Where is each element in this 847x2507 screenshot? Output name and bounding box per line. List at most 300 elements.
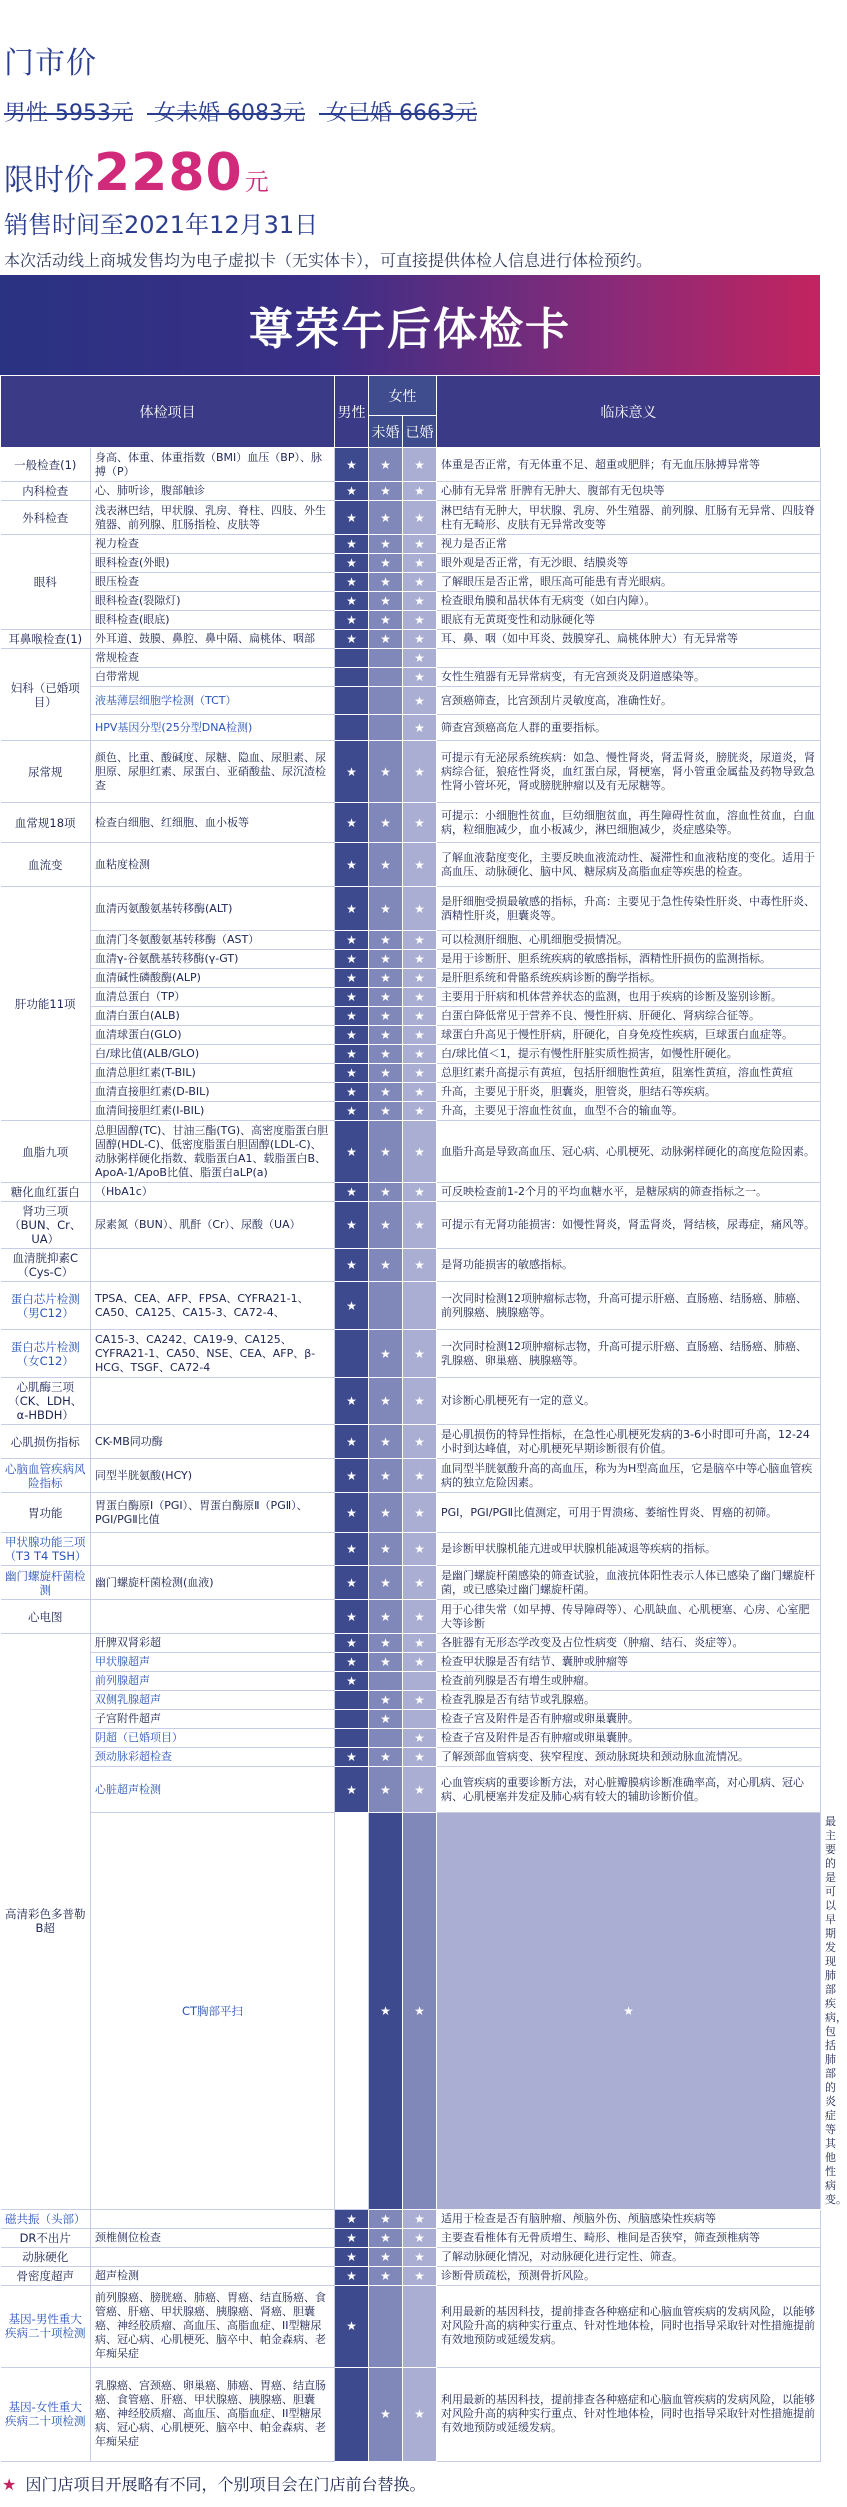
row-item: CA15-3、CA242、CA19-9、CA125、CYFRA21-1、CA50、NSE、CEA、AFP、β-HCG、TSGF、CA72-4 [91, 1330, 335, 1378]
star-icon: ★ [369, 1691, 403, 1710]
row-meaning: 升高，主要见于溶血性贫血，血型不合的输血等。 [437, 1102, 821, 1121]
checkup-table [0, 375, 847, 2462]
star-icon [369, 668, 403, 687]
row-meaning: 检查子宫及附件是否有肿瘤或卵巢囊肿。 [437, 1710, 821, 1729]
star-icon: ★ [369, 1026, 403, 1045]
star-icon: ★ [403, 1813, 437, 2210]
row-category: 肾功三项（BUN、Cr、UA） [1, 1202, 91, 1249]
star-icon: ★ [403, 649, 437, 668]
table-row [1, 1729, 821, 1748]
table-row [1, 887, 821, 931]
table-row [1, 1378, 821, 1425]
row-item: 血清总胆红素(T-BIL) [91, 1064, 335, 1083]
star-icon: ★ [335, 1493, 369, 1533]
star-icon: ★ [403, 1767, 437, 1813]
star-icon: ★ [403, 1459, 437, 1493]
star-icon: ★ [335, 803, 369, 843]
row-meaning: 可提示有无肾功能损害：如慢性肾炎，肾盂肾炎，肾结核，尿毒症，痛风等。 [437, 1202, 821, 1249]
row-category: 甲状腺功能三项（T3 T4 TSH） [1, 1533, 91, 1566]
table-row [1, 611, 821, 630]
star-icon: ★ [403, 1083, 437, 1102]
row-item: 浅表淋巴结，甲状腺、乳房、脊柱、四肢、外生殖器、前列腺、肛肠指检、皮肤等 [91, 501, 335, 535]
table-row [1, 1767, 821, 1813]
row-category: 幽门螺旋杆菌检测 [1, 1566, 91, 1600]
star-icon [335, 715, 369, 741]
row-meaning: 筛查宫颈癌高危人群的重要指标。 [437, 715, 821, 741]
star-icon: ★ [335, 1064, 369, 1083]
star-icon: ★ [403, 535, 437, 554]
table-row [1, 1183, 821, 1202]
table-row [1, 1202, 821, 1249]
star-icon: ★ [369, 2209, 403, 2228]
star-icon [335, 1330, 369, 1378]
table-row [1, 931, 821, 950]
star-icon: ★ [369, 1459, 403, 1493]
header-unmarried: 未婚 [369, 416, 403, 448]
row-item: 子宫附件超声 [91, 1710, 335, 1729]
table-row [1, 2247, 821, 2266]
row-item: 颈动脉彩超检查 [91, 1748, 335, 1767]
row-meaning [437, 649, 821, 668]
star-icon: ★ [403, 482, 437, 501]
star-icon: ★ [335, 501, 369, 535]
limited-price-value: 2280 [94, 143, 243, 203]
star-icon: ★ [403, 2367, 437, 2461]
table-row [1, 448, 821, 482]
row-category: 血流变 [1, 843, 91, 887]
table-row [1, 482, 821, 501]
star-icon: ★ [403, 1249, 437, 1282]
star-icon: ★ [369, 1183, 403, 1202]
star-icon: ★ [335, 2247, 369, 2266]
star-icon: ★ [335, 887, 369, 931]
table-row [1, 1045, 821, 1064]
orig-price-male: 男性 5953元 [4, 101, 133, 126]
row-meaning: 白蛋白降低常见于营养不良、慢性肝病、肝硬化、肾病综合征等。 [437, 1007, 821, 1026]
star-icon: ★ [403, 1566, 437, 1600]
row-meaning: 可以检测肝细胞、心肌细胞受损情况。 [437, 931, 821, 950]
store-price-title: 门市价 [4, 46, 97, 81]
row-meaning: 适用于检查是否有脑肿瘤、颅脑外伤、颅脑感染性疾病等 [437, 2209, 821, 2228]
row-item: 血清丙氨酸氨基转移酶(ALT) [91, 887, 335, 931]
row-item: CK-MB同功酶 [91, 1425, 335, 1459]
star-icon: ★ [369, 1202, 403, 1249]
star-icon: ★ [369, 1121, 403, 1183]
row-item [91, 1378, 335, 1425]
row-item: 前列腺癌、膀胱癌、肺癌、胃癌、结直肠癌、食管癌、肝癌、甲状腺癌、胰腺癌、肾癌、胆囊癌、神经胶质瘤、高血压、高脂血症、II型糖尿病、冠心病、心肌梗死、脑卒中、帕金森病、老年痴呆症 [91, 2285, 335, 2367]
table-body [1, 448, 847, 2462]
row-meaning: 是肝细胞受损最敏感的指标，升高：主要见于急性传染性肝炎、中毒性肝炎、酒精性肝炎，胆囊炎等。 [437, 887, 821, 931]
star-icon: ★ [369, 2228, 403, 2247]
row-meaning: 一次同时检测12项肿瘤标志物，升高可提示肝癌、直肠癌、结肠癌、肺癌、前列腺癌、胰腺癌等。 [437, 1282, 821, 1330]
star-icon [403, 1282, 437, 1330]
star-icon: ★ [335, 1026, 369, 1045]
card-banner [0, 275, 820, 375]
row-meaning: 是用于诊断肝、胆系统疾病的敏感指标，酒精性肝损伤的监测指标。 [437, 950, 821, 969]
star-icon: ★ [403, 2247, 437, 2266]
row-item: 白带常规 [91, 668, 335, 687]
table-row [1, 1710, 821, 1729]
row-meaning: 眼底有无黄斑变性和动脉硬化等 [437, 611, 821, 630]
star-icon: ★ [403, 1121, 437, 1183]
row-category: 基因-男性重大疾病二十项检测 [1, 2285, 91, 2367]
row-item: 血粘度检测 [91, 843, 335, 887]
row-meaning: 体重是否正常，有无体重不足、超重或肥胖；有无血压脉搏异常等 [437, 448, 821, 482]
row-item: 血清γ-谷氨酰基转移酶(γ-GT) [91, 950, 335, 969]
row-category: 基因-女性重大疾病二十项检测 [1, 2367, 91, 2461]
star-icon: ★ [369, 2266, 403, 2285]
star-icon: ★ [335, 1102, 369, 1121]
row-category: 骨密度超声 [1, 2266, 91, 2285]
row-item: 前列腺超声 [91, 1672, 335, 1691]
star-icon: ★ [403, 1729, 437, 1748]
star-icon: ★ [403, 741, 437, 803]
star-icon: ★ [403, 2209, 437, 2228]
star-icon: ★ [2, 2474, 17, 2494]
star-icon: ★ [403, 1378, 437, 1425]
star-icon: ★ [335, 482, 369, 501]
row-item: 幽门螺旋杆菌检测(血液) [91, 1566, 335, 1600]
row-meaning: 可提示：小细胞性贫血，巨幼细胞贫血，再生障碍性贫血，溶血性贫血，白血病，粒细胞减少，血小板减少，淋巴细胞减少，炎症感染等。 [437, 803, 821, 843]
row-item: 常规检查 [91, 649, 335, 668]
star-icon: ★ [335, 1634, 369, 1653]
star-icon: ★ [403, 931, 437, 950]
star-icon: ★ [403, 1202, 437, 1249]
star-icon: ★ [335, 592, 369, 611]
row-meaning: 是心肌损伤的特异性指标，在急性心肌梗死发病的3-6小时即可升高，12-24小时到达峰值，对心肌梗死早期诊断很有价值。 [437, 1425, 821, 1459]
table-row [1, 1634, 821, 1653]
star-icon: ★ [335, 1767, 369, 1813]
row-item: 双侧乳腺超声 [91, 1691, 335, 1710]
row-item: 颜色、比重、酸碱度、尿糖、隐血、尿胆素、尿胆原、尿胆红素、尿蛋白、亚硝酸盐、尿沉渣检查 [91, 741, 335, 803]
row-meaning: 了解动脉硬化情况，对动脉硬化进行定性、筛查。 [437, 2247, 821, 2266]
row-meaning: 是幽门螺旋杆菌感染的筛查试验，血液抗体阳性表示人体已感染了幽门螺旋杆菌，或已感染过幽门螺旋杆菌。 [437, 1566, 821, 1600]
star-icon: ★ [335, 1425, 369, 1459]
row-category: 动脉硬化 [1, 2247, 91, 2266]
row-category: 磁共振（头部） [1, 2209, 91, 2228]
star-icon: ★ [369, 482, 403, 501]
star-icon: ★ [403, 448, 437, 482]
table-row [1, 1691, 821, 1710]
table-row [1, 535, 821, 554]
star-icon: ★ [403, 1533, 437, 1566]
star-icon: ★ [335, 1007, 369, 1026]
row-item: 同型半胱氨酸(HCY) [91, 1459, 335, 1493]
star-icon: ★ [335, 1378, 369, 1425]
star-icon: ★ [403, 843, 437, 887]
star-icon [335, 2367, 369, 2461]
table-row [1, 1282, 821, 1330]
row-meaning: 诊断骨质疏松，预测骨折风险。 [437, 2266, 821, 2285]
table-row [1, 1425, 821, 1459]
orig-price-female-unmarried: 女未婚 6083元 [153, 101, 305, 126]
star-icon: ★ [335, 969, 369, 988]
row-item: 视力检查 [91, 535, 335, 554]
table-row [1, 2285, 821, 2367]
star-icon: ★ [335, 988, 369, 1007]
star-icon: ★ [403, 1600, 437, 1634]
row-meaning: 可提示有无泌尿系统疾病：如急、慢性肾炎，肾盂肾炎，膀胱炎，尿道炎，肾病综合征，狼疮性肾炎，血红蛋白尿，肾梗塞，肾小管重金属盐及药物导致急性肾小管坏死，肾或膀胱肿瘤以及有无尿糖等。 [437, 741, 821, 803]
star-icon: ★ [403, 2266, 437, 2285]
star-icon: ★ [335, 1202, 369, 1249]
star-icon: ★ [369, 448, 403, 482]
row-category: 蛋白芯片检测（女C12） [1, 1330, 91, 1378]
star-icon: ★ [403, 573, 437, 592]
star-icon: ★ [403, 687, 437, 715]
star-icon: ★ [403, 1634, 437, 1653]
star-icon: ★ [335, 1600, 369, 1634]
star-icon: ★ [403, 887, 437, 931]
row-item: 眼压检查 [91, 573, 335, 592]
table-row [1, 1672, 821, 1691]
star-icon: ★ [369, 1493, 403, 1533]
star-icon: ★ [369, 1748, 403, 1767]
star-icon: ★ [335, 1183, 369, 1202]
card-title: 尊荣午后体检卡 [249, 304, 571, 355]
row-item: 液基薄层细胞学检测（TCT） [91, 687, 335, 715]
row-category: 糖化血红蛋白 [1, 1183, 91, 1202]
row-category: DR不出片 [1, 2228, 91, 2247]
row-item: 超声检测 [91, 2266, 335, 2285]
purchase-note: 本次活动线上商城发售均为电子虚拟卡（无实体卡），可直接提供体检人信息进行体检预约。 [4, 251, 653, 270]
star-icon: ★ [369, 843, 403, 887]
row-meaning: 了解血液黏度变化，主要反映血液流动性、凝滞性和血液粘度的变化。适用于高血压、动脉硬化、脑中风、糖尿病及高脂血症等疾患的检查。 [437, 843, 821, 887]
header-female: 女性 [369, 376, 437, 416]
star-icon [369, 1282, 403, 1330]
row-meaning: 了解颈部血管病变、狭窄程度、颈动脉斑块和颈动脉血流情况。 [437, 1748, 821, 1767]
row-meaning: 是诊断甲状腺机能亢进或甲状腺机能减退等疾病的指标。 [437, 1533, 821, 1566]
row-meaning: 各脏器有无形态学改变及占位性病变（肿瘤、结石、炎症等）。 [437, 1634, 821, 1653]
star-icon: ★ [403, 1330, 437, 1378]
row-category: 内科检查 [1, 482, 91, 501]
star-icon: ★ [335, 1653, 369, 1672]
star-icon: ★ [369, 1653, 403, 1672]
star-icon: ★ [369, 988, 403, 1007]
star-icon: ★ [369, 554, 403, 573]
limited-price-label: 限时价 [4, 163, 94, 198]
star-icon: ★ [369, 1102, 403, 1121]
row-item: 甲状腺超声 [91, 1653, 335, 1672]
table-row [1, 1064, 821, 1083]
footer-text: 因门店项目开展略有不同，个别项目会在门店前台替换。 [25, 2474, 426, 2494]
sale-time: 销售时间至2021年12月31日 [4, 211, 319, 239]
star-icon: ★ [369, 1533, 403, 1566]
star-icon: ★ [335, 1282, 369, 1330]
row-category: 胃功能 [1, 1493, 91, 1533]
star-icon [369, 687, 403, 715]
star-icon: ★ [335, 1566, 369, 1600]
table-row [1, 1026, 821, 1045]
row-item: 血清总蛋白（TP） [91, 988, 335, 1007]
star-icon: ★ [335, 843, 369, 887]
row-item: 身高、体重、体重指数（BMI）血压（BP）、脉搏（P） [91, 448, 335, 482]
table-row [1, 1102, 821, 1121]
star-icon [335, 1691, 369, 1710]
star-icon: ★ [369, 887, 403, 931]
row-item: 血清白蛋白(ALB) [91, 1007, 335, 1026]
table-row [1, 501, 821, 535]
star-icon [369, 649, 403, 668]
star-icon: ★ [335, 950, 369, 969]
row-category: 眼科 [1, 535, 91, 630]
row-item: 血清球蛋白(GLO) [91, 1026, 335, 1045]
star-icon: ★ [369, 741, 403, 803]
table-row: CT胸部平扫 ★ ★ ★ 最主要的是可以早期发现肺部疾病，包括肺部的炎症等其他性病变。 [1, 1813, 821, 2210]
star-icon: ★ [369, 1330, 403, 1378]
star-icon: ★ [403, 950, 437, 969]
row-item: 检查白细胞、红细胞、血小板等 [91, 803, 335, 843]
star-icon: ★ [403, 1007, 437, 1026]
table-row [1, 803, 821, 843]
star-icon: ★ [403, 630, 437, 649]
star-icon: ★ [369, 630, 403, 649]
orig-price-female-married: 女已婚 6663元 [325, 101, 477, 126]
star-icon: ★ [335, 630, 369, 649]
footer-note [0, 2462, 820, 2507]
row-meaning: 用于心律失常（如早搏、传导障碍等）、心肌缺血、心肌梗塞、心房、心室肥大等诊断 [437, 1600, 821, 1634]
table-row [1, 1533, 821, 1566]
row-meaning: 检查前列腺是否有增生或肿瘤。 [437, 1672, 821, 1691]
row-meaning: 血脂升高是导致高血压、冠心病、心肌梗死、动脉粥样硬化的高度危险因素。 [437, 1121, 821, 1183]
table-row [1, 1748, 821, 1767]
row-item [91, 1533, 335, 1566]
star-icon [335, 1710, 369, 1729]
star-icon: ★ [403, 1691, 437, 1710]
row-item: 尿素氮（BUN）、肌酐（Cr）、尿酸（UA） [91, 1202, 335, 1249]
star-icon [403, 2285, 437, 2367]
table-row [1, 1249, 821, 1282]
table-row [1, 1330, 821, 1378]
star-icon [369, 1729, 403, 1748]
star-icon: ★ [369, 1007, 403, 1026]
table-row [1, 2367, 821, 2461]
table-row [1, 1566, 821, 1600]
row-meaning: PGⅠ，PGⅠ/PGⅡ比值测定，可用于胃溃疡、萎缩性胃炎、胃癌的初筛。 [437, 1493, 821, 1533]
star-icon [335, 668, 369, 687]
star-icon [335, 1729, 369, 1748]
star-icon [369, 715, 403, 741]
row-meaning: 淋巴结有无肿大，甲状腺、乳房、外生殖器、前列腺、肛肠有无异常、四肢脊柱有无畸形、皮肤有无异常改变等 [437, 501, 821, 535]
row-item: 白/球比值(ALB/GLO) [91, 1045, 335, 1064]
row-meaning: 女性生殖器有无异常病变，有无宫颈炎及阴道感染等。 [437, 668, 821, 687]
star-icon: ★ [403, 1026, 437, 1045]
row-item: 总胆固醇(TC)、甘油三酯(TG)、高密度脂蛋白胆固醇(HDL-C)、低密度脂蛋白胆固醇(LDL-C)、动脉粥样硬化指数、载脂蛋白A1、载脂蛋白B、ApoA-1/ApoB比值、脂蛋白aLP(a) [91, 1121, 335, 1183]
star-icon: ★ [335, 1533, 369, 1566]
table-row [1, 2228, 821, 2247]
row-item: 心脏超声检测 [91, 1767, 335, 1813]
row-category: 耳鼻喉检查(1) [1, 630, 91, 649]
star-icon [335, 649, 369, 668]
row-item: 胃蛋白酶原Ⅰ（PGⅠ）、胃蛋白酶原Ⅱ（PGⅡ）、PGⅠ/PGⅡ比值 [91, 1493, 335, 1533]
star-icon: ★ [369, 592, 403, 611]
table-row [1, 2266, 821, 2285]
row-meaning: 血同型半胱氨酸升高的高血压，称为为H型高血压，它是脑卒中等心脑血管疾病的独立危险因素。 [437, 1459, 821, 1493]
star-icon: ★ [369, 969, 403, 988]
row-meaning: 是肾功能损害的敏感指标。 [437, 1249, 821, 1282]
table-row [1, 988, 821, 1007]
row-meaning: 宫颈癌筛查，比宫颈刮片灵敏度高，准确性好。 [437, 687, 821, 715]
table-row [1, 649, 821, 668]
star-icon: ★ [335, 2209, 369, 2228]
table-row [1, 1121, 821, 1183]
row-item: 心、肺听诊，腹部触诊 [91, 482, 335, 501]
table-row [1, 950, 821, 969]
row-category: 尿常规 [1, 741, 91, 803]
star-icon: ★ [403, 554, 437, 573]
row-meaning: 球蛋白升高见于慢性肝病，肝硬化，自身免疫性疾病，巨球蛋白血症等。 [437, 1026, 821, 1045]
star-icon: ★ [335, 2266, 369, 2285]
limited-price-unit: 元 [244, 168, 269, 196]
row-item: 颈椎侧位检查 [91, 2228, 335, 2247]
star-icon: ★ [369, 573, 403, 592]
row-meaning: 一次同时检测12项肿瘤标志物，升高可提示肝癌、直肠癌、结肠癌、肺癌、乳腺癌、卵巢癌、胰腺癌等。 [437, 1330, 821, 1378]
star-icon: ★ [335, 2228, 369, 2247]
table-row [1, 843, 821, 887]
star-icon: ★ [403, 501, 437, 535]
star-icon: ★ [335, 1672, 369, 1691]
star-icon: ★ [403, 1493, 437, 1533]
row-item: 血清门冬氨酸氨基转移酶（AST） [91, 931, 335, 950]
star-icon: ★ [335, 611, 369, 630]
row-meaning: 主要查看椎体有无骨质增生、畸形、椎间是否狭窄，筛查颈椎病等 [437, 2228, 821, 2247]
star-icon: ★ [369, 1378, 403, 1425]
star-icon: ★ [369, 1710, 403, 1729]
header-item: 体检项目 [1, 376, 335, 448]
star-icon: ★ [369, 1083, 403, 1102]
row-meaning: 了解眼压是否正常，眼压高可能患有青光眼病。 [437, 573, 821, 592]
row-category: 心脑血管疾病风险指标 [1, 1459, 91, 1493]
row-item: HPV基因分型(25分型DNA检测) [91, 715, 335, 741]
row-item: 眼科检查(眼底) [91, 611, 335, 630]
star-icon: ★ [403, 1748, 437, 1767]
row-item: 肝脾双肾彩超 [91, 1634, 335, 1653]
row-meaning: 升高，主要见于肝炎，胆囊炎，胆管炎，胆结石等疾病。 [437, 1083, 821, 1102]
header-meaning: 临床意义 [437, 376, 821, 448]
star-icon: ★ [369, 535, 403, 554]
star-icon: ★ [403, 1064, 437, 1083]
star-icon: ★ [335, 1459, 369, 1493]
row-item: 乳腺癌、宫颈癌、卵巢癌、肺癌、胃癌、结直肠癌、食管癌、肝癌、甲状腺癌、胰腺癌、胆囊癌、神经胶质瘤、高血压、高脂血症、II型糖尿病、冠心病、心肌梗死、脑卒中、帕金森病、老年痴呆症 [91, 2367, 335, 2461]
star-icon: ★ [403, 715, 437, 741]
row-meaning: 利用最新的基因科技，提前排查各种癌症和心脑血管疾病的发病风险，以能够对风险升高的病种实行重点、针对性地体检，同时也指导采取针对性措施提前有效地预防或延缓发病。 [437, 2367, 821, 2461]
star-icon: ★ [369, 931, 403, 950]
row-meaning: 心肺有无异常 肝脾有无肿大、腹部有无包块等 [437, 482, 821, 501]
row-category: 一般检查(1) [1, 448, 91, 482]
table-row [1, 741, 821, 803]
star-icon: ★ [369, 1045, 403, 1064]
table-row [1, 1653, 821, 1672]
star-icon [403, 1672, 437, 1691]
star-icon: ★ [369, 2247, 403, 2266]
star-icon: ★ [369, 611, 403, 630]
star-icon: ★ [403, 1425, 437, 1459]
row-category: 蛋白芯片检测（男C12） [1, 1282, 91, 1330]
star-icon: ★ [369, 1813, 403, 2210]
original-prices [4, 96, 820, 127]
star-icon: ★ [335, 2285, 369, 2367]
row-category: 心电图 [1, 1600, 91, 1634]
table-row [1, 1083, 821, 1102]
star-icon: ★ [403, 668, 437, 687]
table-row [1, 1459, 821, 1493]
row-item: 眼科检查(外眼) [91, 554, 335, 573]
star-icon: ★ [335, 741, 369, 803]
row-meaning: 白/球比值＜1，提示有慢性肝脏实质性损害，如慢性肝硬化。 [437, 1045, 821, 1064]
star-icon: ★ [369, 2367, 403, 2461]
row-meaning: 心血管疾病的重要诊断方法，对心脏瓣膜病诊断准确率高，对心肌病、冠心病、心肌梗塞并发症及肺心病有较大的辅助诊断价值。 [437, 1767, 821, 1813]
table-row [1, 1493, 821, 1533]
star-icon: ★ [369, 1425, 403, 1459]
